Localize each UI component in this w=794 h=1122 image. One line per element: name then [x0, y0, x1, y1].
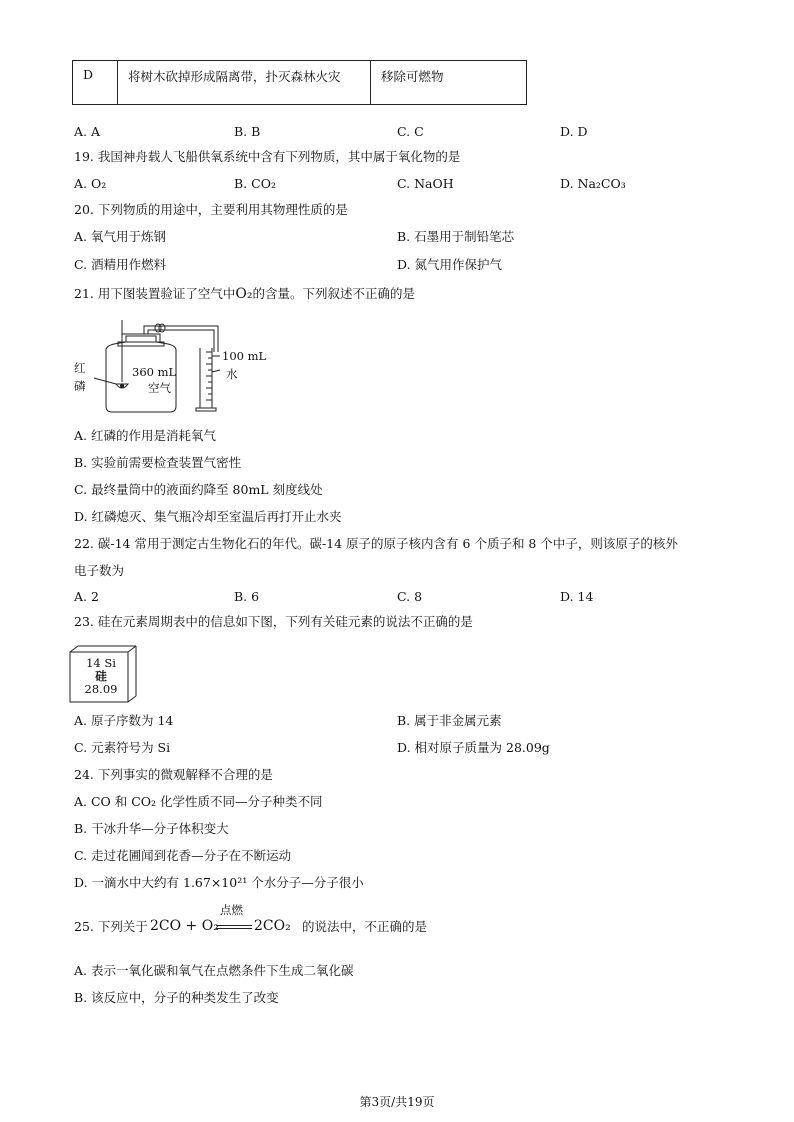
q24-stem: 24. 下列事实的微观解释不合理的是	[74, 767, 273, 782]
q23-option-c: C. 元素符号为 Si	[74, 740, 171, 755]
q25-option-b: B. 该反应中，分子的种类发生了改变	[74, 990, 279, 1005]
q24-option-c: C. 走过花圃闻到花香—分子在不断运动	[74, 848, 292, 863]
fig-label-phosphorus: 磷	[74, 379, 86, 393]
q23-option-a: A. 原子序数为 14	[74, 713, 174, 728]
q18-option-d: D. D	[560, 124, 588, 139]
q22-option-b: B. 6	[234, 589, 260, 604]
element-mass: 28.09	[84, 682, 118, 696]
q21-option-b: B. 实验前需要检查装置气密性	[74, 455, 242, 470]
q25-eq-arrow-2	[216, 928, 252, 929]
q18-option-c: C. C	[397, 124, 424, 139]
q19-option-d: D. Na₂CO₃	[560, 176, 626, 191]
element-box	[76, 657, 126, 696]
fig-label-red: 红	[74, 361, 86, 375]
q25-stem-pre: 25. 下列关于	[74, 919, 148, 934]
q20-option-a: A. 氧气用于炼钢	[74, 229, 166, 244]
q21-stem-pre: 21. 用下图装置验证了空气中	[74, 286, 236, 301]
q25-eq-condition: 点燃	[220, 903, 243, 917]
fig-label-water: 水	[226, 367, 238, 381]
q20-option-c: C. 酒精用作燃料	[74, 257, 167, 272]
q20-option-b: B. 石墨用于制铅笔芯	[397, 229, 515, 244]
q22-stem-line1: 22. 碳-14 常用于测定古生物化石的年代。碳-14 原子的原子核内含有 6 个质子和 8 个中子，则该原子的核外	[74, 536, 678, 551]
q21-option-a: A. 红磷的作用是消耗氧气	[74, 428, 216, 443]
q21-option-c: C. 最终量筒中的液面约降至 80mL 刻度线处	[74, 482, 323, 497]
q25-option-a: A. 表示一氧化碳和氧气在点燃条件下生成二氧化碳	[74, 963, 354, 978]
q18-table	[72, 60, 527, 105]
q25-eq-left: 2CO + O₂	[150, 918, 219, 934]
element-name: 硅	[95, 669, 107, 683]
q21-option-d: D. 红磷熄灭、集气瓶冷却至室温后再打开止水夹	[74, 509, 342, 524]
q22-option-a: A. 2	[74, 589, 99, 604]
q23-stem: 23. 硅在元素周期表中的信息如下图，下列有关硅元素的说法不正确的是	[74, 614, 473, 629]
fig-label-cylinder: 100 mL	[222, 349, 267, 363]
q23-option-b: B. 属于非金属元素	[397, 713, 502, 728]
q25-eq-arrow	[216, 925, 252, 926]
element-number-symbol: 14 Si	[86, 656, 116, 670]
fig-label-air: 空气	[148, 381, 171, 395]
q21-stem	[74, 285, 415, 303]
q25-stem-post: 的说法中，不正确的是	[302, 919, 428, 934]
q24-option-d: D. 一滴水中大约有 1.67×10²¹ 个水分子—分子很小	[74, 875, 364, 890]
q22-option-c: C. 8	[397, 589, 423, 604]
q25-eq-right: 2CO₂	[254, 918, 291, 934]
q20-option-d: D. 氮气用作保护气	[397, 257, 503, 272]
fig-label-volume: 360 mL	[132, 365, 177, 379]
q24-option-b: B. 干冰升华—分子体积变大	[74, 821, 229, 836]
q22-option-d: D. 14	[560, 589, 594, 604]
table-cell-label: D	[73, 61, 118, 105]
q18-option-b: B. B	[234, 124, 261, 139]
q19-stem: 19. 我国神舟载人飞船供氧系统中含有下列物质，其中属于氧化物的是	[74, 149, 461, 164]
table-cell-principle: 移除可燃物	[371, 61, 527, 105]
q19-option-a: A. O₂	[74, 176, 107, 191]
q18-option-a: A. A	[74, 124, 101, 139]
q21-stem-post: 的含量。下列叙述不正确的是	[252, 286, 415, 301]
table-row	[73, 61, 527, 105]
q24-option-a: A. CO 和 CO₂ 化学性质不同—分子种类不同	[74, 794, 323, 809]
q19-option-c: C. NaOH	[397, 176, 454, 191]
q21-apparatus-figure	[72, 312, 282, 420]
table-cell-event: 将树木砍掉形成隔离带，扑灭森林火灾	[118, 61, 371, 105]
page-footer: 第3页/共19页	[359, 1095, 435, 1109]
q19-option-b: B. CO₂	[234, 176, 276, 191]
q23-option-d: D. 相对原子质量为 28.09g	[397, 740, 550, 755]
q21-formula: O₂	[235, 286, 253, 302]
q20-stem: 20. 下列物质的用途中，主要利用其物理性质的是	[74, 202, 348, 217]
q22-stem-line2: 电子数为	[74, 563, 125, 578]
